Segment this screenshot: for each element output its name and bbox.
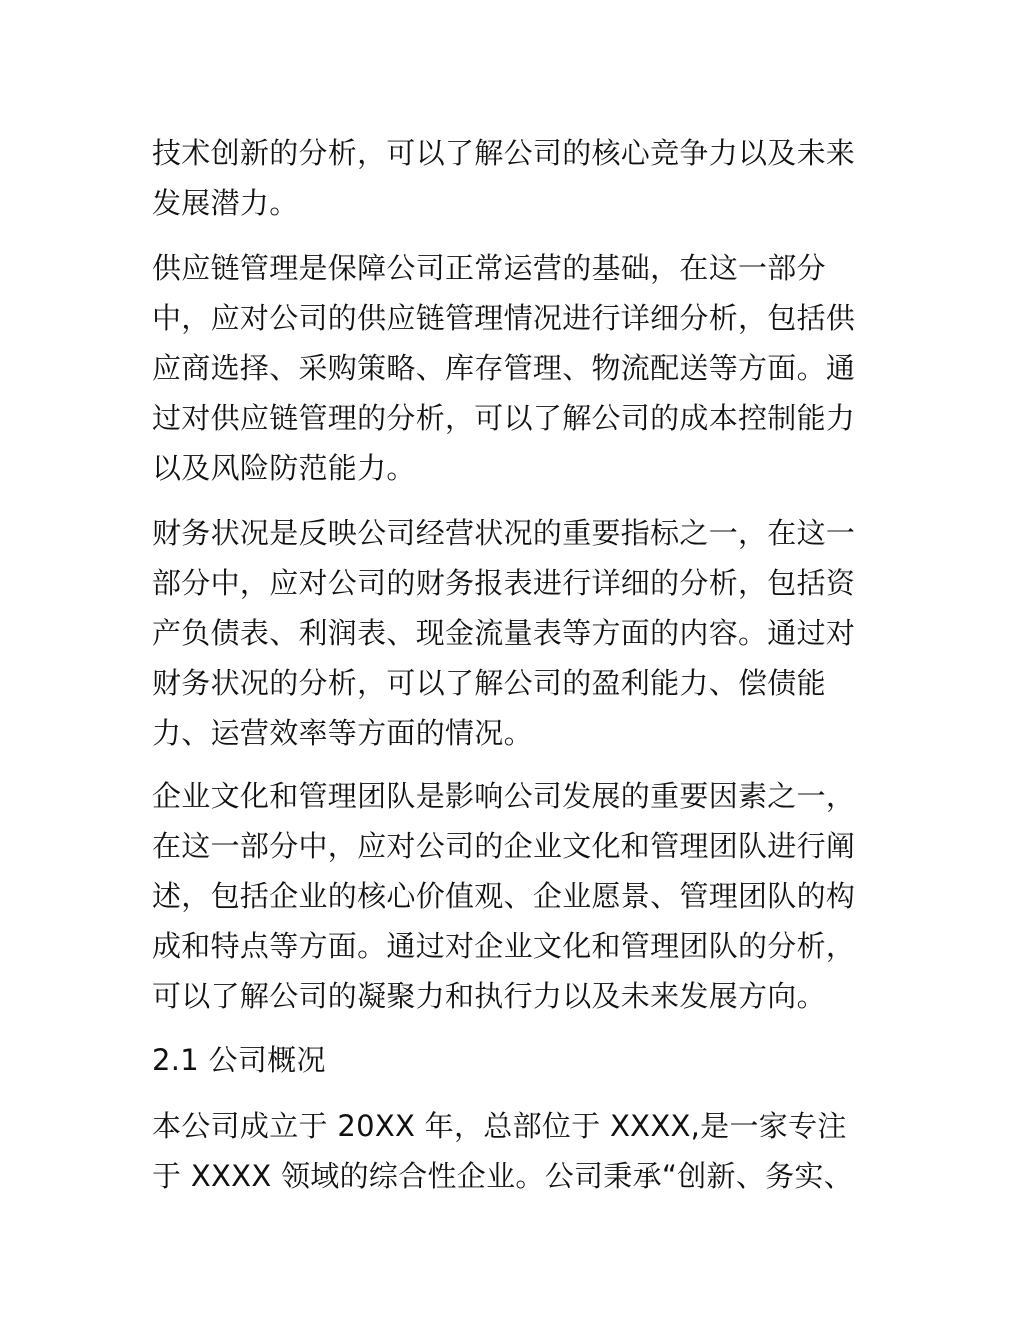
paragraph-financial-status [152,508,872,758]
paragraph-line: 中，应对公司的供应链管理情况进行详细分析，包括供 [152,301,856,335]
paragraph-line: 以及风险防范能力。 [152,451,416,485]
paragraph-line: 发展潜力。 [152,186,299,220]
section-heading-block [152,1035,872,1085]
paragraph-line: 力、运营效率等方面的情况。 [152,716,533,750]
paragraph-line: 供应链管理是保障公司正常运营的基础，在这一部分 [152,251,826,285]
paragraph-line: 在这一部分中，应对公司的企业文化和管理团队进行阐 [152,829,856,863]
paragraph-line: 应商选择、采购策略、库存管理、物流配送等方面。通 [152,351,856,385]
paragraph-company-intro [152,1101,872,1201]
paragraph-line: 本公司成立于 20XX 年，总部位于 XXXX,是一家专注 [152,1109,847,1143]
paragraph-line: 可以了解公司的凝聚力和执行力以及未来发展方向。 [152,979,826,1013]
paragraph-tech-innovation [152,128,872,228]
paragraph-line: 于 XXXX 领域的综合性企业。公司秉承“创新、务实、 [152,1159,854,1193]
paragraph-line: 企业文化和管理团队是影响公司发展的重要因素之一， [152,779,856,813]
paragraph-line: 部分中，应对公司的财务报表进行详细的分析，包括资 [152,566,856,600]
paragraph-line: 述，包括企业的核心价值观、企业愿景、管理团队的构 [152,879,856,913]
paragraph-line: 技术创新的分析，可以了解公司的核心竞争力以及未来 [152,136,856,170]
paragraph-culture-management [152,771,872,1021]
paragraph-line: 财务状况的分析，可以了解公司的盈利能力、偿债能 [152,666,826,700]
paragraph-line: 成和特点等方面。通过对企业文化和管理团队的分析， [152,929,856,963]
paragraph-supply-chain [152,243,872,493]
paragraph-line: 过对供应链管理的分析，可以了解公司的成本控制能力 [152,401,856,435]
section-heading: 2.1 公司概况 [152,1043,326,1077]
paragraph-line: 产负债表、利润表、现金流量表等方面的内容。通过对 [152,616,856,650]
paragraph-line: 财务状况是反映公司经营状况的重要指标之一，在这一 [152,516,856,550]
